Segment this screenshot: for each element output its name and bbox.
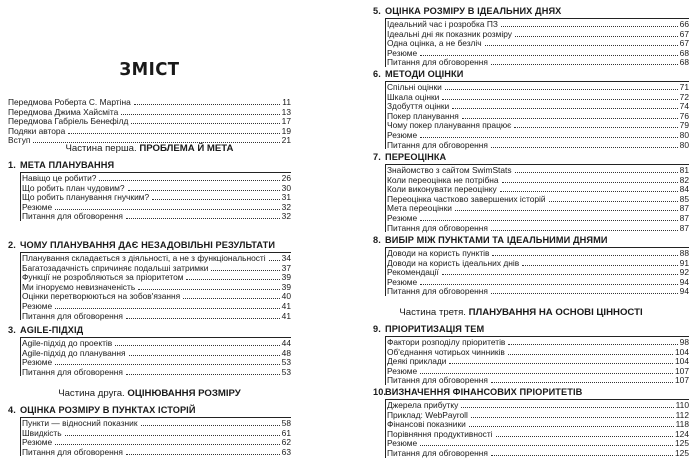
chapter-7-entry (387, 184, 689, 194)
chapter-7-heading (373, 152, 446, 163)
chapter-number: 4. (8, 405, 16, 415)
chapter-5-entry (387, 48, 689, 58)
entry-title: Питання для обговорення (22, 366, 123, 377)
chapter-10-entry (387, 429, 689, 439)
part-label: Частина друга. (58, 388, 128, 399)
page-number: 98 (679, 337, 689, 347)
page-number: 32 (281, 201, 291, 212)
chapter-4-entry (22, 447, 291, 457)
chapter-bracket (20, 337, 21, 377)
dot-leader (491, 293, 678, 294)
entry-title: Резюме (22, 437, 53, 448)
page-number: 84 (679, 184, 689, 195)
page-number: 63 (281, 446, 291, 457)
dot-leader (186, 279, 279, 280)
page-number: 87 (679, 203, 689, 214)
entry-title: Оцінки перетворюються на зобов'язання (22, 291, 181, 302)
chapter-2-entry (22, 272, 291, 282)
dot-leader (420, 55, 678, 56)
page-number: 11 (282, 97, 291, 107)
chapter-number: 5. (373, 6, 381, 16)
entry-title: Подяки автора (8, 125, 66, 136)
dot-leader (485, 45, 678, 46)
page-number: 30 (281, 182, 291, 193)
dot-leader (442, 99, 677, 100)
toc-title: ЗМІСТ (119, 59, 180, 80)
chapter-5-heading (373, 6, 561, 17)
entry-title: Резюме (22, 301, 53, 311)
chapter-4-entry (22, 418, 291, 428)
dot-leader (128, 190, 280, 191)
dot-leader (514, 127, 677, 128)
dot-leader (211, 270, 279, 271)
page-number: 26 (281, 173, 291, 183)
dot-leader (461, 407, 673, 408)
chapter-title: ВИЗНАЧЕННЯ ФІНАНСОВИХ ПРІОРИТЕТІВ (385, 387, 583, 397)
chapter-6-entry (387, 82, 689, 92)
dot-leader (522, 265, 677, 266)
page-number: 82 (679, 174, 689, 185)
dot-leader (55, 444, 280, 445)
entry-title: Деякі приклади (387, 356, 447, 367)
dot-leader (491, 147, 678, 148)
entry-title: Доводи на користь пунктів (387, 248, 490, 258)
chapter-bracket (20, 172, 21, 222)
chapter-number: 6. (373, 69, 381, 79)
page-number: 41 (281, 301, 291, 311)
chapter-title: ВИБІР МІЖ ПУНКТАМИ ТА ІДЕАЛЬНИМИ ДНЯМИ (385, 235, 608, 245)
chapter-title: ПЕРЕОЦІНКА (385, 152, 447, 162)
entry-title: Планування складається з діяльності, а не з функціональності (22, 253, 266, 263)
chapter-7-entry (387, 165, 689, 175)
page-number: 67 (679, 38, 689, 49)
chapter-9-heading (373, 324, 484, 335)
dot-leader (141, 425, 280, 426)
part-title: ПРОБЛЕМА Й МЕТА (139, 143, 234, 154)
dot-leader (152, 199, 280, 200)
entry-title: Об'єднання чотирьох чинників (387, 346, 505, 357)
dot-leader (183, 298, 280, 299)
page-number: 41 (281, 310, 291, 321)
part-label: Частина перша. (65, 143, 140, 154)
front-matter-entry (8, 107, 291, 117)
front-matter-entry (8, 126, 291, 136)
chapter-title: ЧОМУ ПЛАНУВАННЯ ДАЄ НЕЗАДОВІЛЬНІ РЕЗУЛЬТАТИ (20, 240, 276, 250)
chapter-7-entry (387, 223, 689, 233)
entry-title: Питання для обговорення (22, 310, 123, 321)
chapter-10-entry (387, 400, 689, 410)
chapter-2-entry (22, 253, 291, 263)
chapter-8-entry (387, 267, 689, 277)
chapter-1-entry (22, 192, 291, 202)
dot-leader (55, 209, 280, 210)
page-number: 67 (679, 28, 689, 39)
entry-title: Передмова Джима Хайсміта (8, 106, 119, 117)
part-label: Частина третя. (399, 307, 469, 318)
chapter-bracket (385, 164, 386, 233)
dot-leader (55, 364, 280, 365)
chapter-8-entry (387, 248, 689, 258)
dot-leader (420, 284, 678, 285)
chapter-5-entry (387, 57, 689, 67)
chapter-10-entry (387, 448, 689, 458)
page-number: 68 (679, 47, 689, 58)
entry-title: Чому покер планування працює (387, 120, 512, 131)
dot-leader (500, 191, 678, 192)
chapter-title: AGILE-ПІДХІД (20, 325, 84, 335)
dot-leader (491, 455, 673, 456)
page-number: 53 (281, 357, 291, 368)
dot-leader (420, 373, 673, 374)
chapter-4-entry (22, 437, 291, 447)
chapter-number: 1. (8, 160, 16, 170)
dot-leader (65, 435, 280, 436)
chapter-5-entry (387, 38, 689, 48)
page-number: 81 (679, 165, 689, 175)
page-number: 61 (281, 427, 291, 438)
entry-title: Agile-підхід до планування (22, 347, 126, 358)
chapter-number: 10. (373, 387, 387, 397)
chapter-6-entry (387, 130, 689, 140)
dot-leader (445, 89, 678, 90)
page-number: 32 (281, 211, 291, 222)
entry-title: Резюме (387, 438, 418, 449)
page-number: 107 (675, 365, 689, 376)
page-number: 48 (281, 347, 291, 358)
chapter-9-entry (387, 347, 689, 357)
page-number: 66 (679, 19, 689, 29)
dot-leader (502, 182, 678, 183)
page-number: 39 (281, 281, 291, 292)
entry-title: Agile-підхід до проектів (22, 338, 113, 348)
entry-title: Що робить планування гнучким? (22, 192, 150, 203)
entry-title: Швидкість (22, 427, 62, 438)
chapter-9-entry (387, 337, 689, 347)
part-three-heading (353, 307, 689, 319)
page-number: 88 (679, 248, 689, 258)
dot-leader (508, 344, 677, 345)
chapter-number: 3. (8, 325, 16, 335)
entry-title: Мета переоцінки (387, 203, 452, 214)
chapter-title: ОЦІНКА РОЗМІРУ В ІДЕАЛЬНИХ ДНЯХ (385, 6, 562, 16)
entry-title: Спільні оцінки (387, 82, 442, 92)
dot-leader (131, 123, 279, 124)
chapter-1-entry (22, 173, 291, 183)
chapter-10-heading (373, 387, 582, 398)
page-number: 85 (679, 193, 689, 204)
chapter-7-entry (387, 213, 689, 223)
part-title: ПЛАНУВАННЯ НА ОСНОВІ ЦІННОСТІ (468, 307, 643, 318)
page-number: 34 (281, 253, 291, 263)
entry-title: Питання для обговорення (387, 448, 488, 458)
page-number: 94 (679, 286, 689, 297)
page-number: 17 (281, 116, 291, 127)
part-two-heading (8, 388, 291, 400)
dot-leader (55, 308, 280, 309)
chapter-2-entry (22, 263, 291, 273)
chapter-9-entry (387, 356, 689, 366)
page-number: 87 (679, 213, 689, 223)
page-number: 87 (679, 222, 689, 233)
chapter-bracket (385, 81, 386, 150)
page-number: 124 (675, 428, 689, 439)
page-number: 92 (679, 267, 689, 278)
dot-leader (126, 218, 280, 219)
chapter-bracket (385, 399, 386, 458)
page-number: 107 (675, 375, 689, 386)
dot-leader (452, 108, 677, 109)
dot-leader (492, 255, 677, 256)
page-number: 91 (679, 257, 689, 268)
chapter-bracket (385, 18, 386, 68)
dot-leader (469, 426, 674, 427)
chapter-2-heading (8, 240, 275, 251)
entry-title: Рекомендації (387, 267, 439, 278)
page-number: 13 (281, 106, 291, 117)
dot-leader (449, 363, 673, 364)
chapter-bracket (385, 247, 386, 297)
chapter-7-entry (387, 203, 689, 213)
entry-title: Фінансові показники (387, 419, 466, 430)
chapter-8-entry (387, 277, 689, 287)
chapter-3-entry (22, 338, 291, 348)
dot-leader (68, 133, 279, 134)
entry-title: Питання для обговорення (387, 139, 488, 150)
dot-leader (491, 64, 678, 65)
entry-title: Доводи на користь ідеальних днів (387, 257, 520, 268)
entry-title: Резюме (22, 201, 53, 212)
page-number: 71 (679, 82, 689, 92)
page-number: 79 (679, 120, 689, 131)
dot-leader (515, 36, 678, 37)
chapter-6-entry (387, 120, 689, 130)
page-number: 39 (281, 272, 291, 283)
entry-title: Питання для обговорення (22, 446, 123, 457)
page-number: 80 (679, 139, 689, 150)
page-number: 44 (281, 338, 291, 348)
chapter-7-entry (387, 175, 689, 185)
page-number: 104 (675, 356, 689, 367)
dot-leader (126, 454, 280, 455)
page-number: 74 (679, 101, 689, 112)
entry-title: Що робить план чудовим? (22, 182, 125, 193)
chapter-9-entry (387, 366, 689, 376)
dot-leader (455, 210, 678, 211)
entry-title: Питання для обговорення (387, 375, 488, 386)
entry-title: Резюме (387, 213, 418, 223)
entry-title: Передмова Габріель Бенефілд (8, 116, 129, 127)
dot-leader (269, 260, 280, 261)
entry-title: Вступ (8, 135, 31, 146)
chapter-6-entry (387, 140, 689, 150)
entry-title: Резюме (387, 365, 418, 376)
page-number: 62 (281, 437, 291, 448)
entry-title: Передмова Роберта С. Мартіна (8, 97, 131, 107)
dot-leader (471, 417, 674, 418)
entry-title: Резюме (387, 47, 418, 58)
chapter-1-heading (8, 160, 114, 171)
page-number: 118 (675, 419, 689, 430)
dot-leader (138, 289, 279, 290)
chapter-3-entry (22, 348, 291, 358)
chapter-3-heading (8, 325, 83, 336)
dot-leader (420, 445, 673, 446)
chapter-6-entry (387, 92, 689, 102)
entry-title: Резюме (22, 357, 53, 368)
entry-title: Коли виконувати переоцінку (387, 184, 497, 195)
entry-title: Шкала оцінки (387, 91, 440, 102)
page-number: 104 (675, 346, 689, 357)
page-number: 110 (675, 400, 689, 410)
chapter-2-entry (22, 301, 291, 311)
page-number: 21 (281, 135, 291, 146)
entry-title: Питання для обговорення (387, 222, 488, 233)
dot-leader (491, 382, 673, 383)
chapter-number: 2. (8, 240, 16, 250)
entry-title: Коли переоцінка не потрібна (387, 174, 499, 185)
entry-title: Питання для обговорення (387, 286, 488, 297)
entry-title: Навіщо це робити? (22, 173, 97, 183)
part-title: ОЦІНЮВАННЯ РОЗМІРУ (127, 388, 241, 399)
dot-leader (126, 318, 280, 319)
chapter-bracket (20, 417, 21, 457)
chapter-1-entry (22, 202, 291, 212)
dot-leader (129, 355, 280, 356)
dot-leader (491, 230, 678, 231)
page-number: 125 (675, 448, 689, 458)
chapter-number: 7. (373, 152, 381, 162)
chapter-number: 9. (373, 324, 381, 334)
dot-leader (501, 26, 678, 27)
chapter-10-entry (387, 438, 689, 448)
chapter-title: ОЦІНКА РОЗМІРУ В ПУНКТАХ ІСТОРІЙ (20, 405, 196, 415)
dot-leader (115, 345, 279, 346)
entry-title: Здобуття оцінки (387, 101, 450, 112)
chapter-4-heading (8, 405, 196, 416)
entry-title: Фактори розподілу пріоритетів (387, 337, 506, 347)
chapter-6-entry (387, 101, 689, 111)
chapter-6-entry (387, 111, 689, 121)
page-number: 125 (675, 438, 689, 449)
chapter-2-entry (22, 282, 291, 292)
dot-leader (420, 220, 678, 221)
dot-leader (496, 436, 673, 437)
front-matter-entry (8, 97, 291, 107)
front-matter-entry (8, 116, 291, 126)
chapter-1-entry (22, 183, 291, 193)
page-number: 40 (281, 291, 291, 302)
chapter-8-entry (387, 258, 689, 268)
chapter-3-entry (22, 367, 291, 377)
chapter-10-entry (387, 419, 689, 429)
chapter-4-entry (22, 428, 291, 438)
chapter-3-entry (22, 357, 291, 367)
part-one-heading (8, 143, 291, 155)
entry-title: Ідеальний час і розробка ПЗ (387, 19, 498, 29)
chapter-bracket (385, 336, 386, 386)
chapter-5-entry (387, 29, 689, 39)
chapter-title: ПРІОРИТИЗАЦІЯ ТЕМ (385, 324, 485, 334)
dot-leader (121, 114, 279, 115)
entry-title: Ідеальні дні як показник розміру (387, 28, 512, 39)
entry-title: Питання для обговорення (387, 57, 488, 68)
dot-leader (126, 374, 280, 375)
entry-title: Переоцінка частково завершених історій (387, 193, 546, 204)
chapter-bracket (20, 252, 21, 321)
page-number: 94 (679, 276, 689, 287)
chapter-8-heading (373, 235, 608, 246)
page-number: 37 (281, 262, 291, 273)
entry-title: Покер планування (387, 110, 459, 121)
entry-title: Порівняння продуктивності (387, 428, 493, 439)
chapter-title: МЕТОДИ ОЦІНКИ (385, 69, 464, 79)
chapter-8-entry (387, 286, 689, 296)
dot-leader (549, 201, 678, 202)
dot-leader (515, 172, 678, 173)
page-number: 68 (679, 57, 689, 68)
dot-leader (420, 137, 678, 138)
chapter-9-entry (387, 375, 689, 385)
page-number: 58 (281, 418, 291, 428)
entry-title: Питання для обговорення (22, 211, 123, 222)
entry-title: Приклад: WebPayroll (387, 409, 468, 420)
chapter-2-entry (22, 291, 291, 301)
entry-title: Джерела прибутку (387, 400, 459, 410)
page-number: 19 (281, 125, 291, 136)
entry-title: Ми ігноруємо невизначеність (22, 281, 136, 292)
chapter-1-entry (22, 211, 291, 221)
entry-title: Пункти — відносний показник (22, 418, 138, 428)
page-number: 80 (679, 130, 689, 140)
chapter-7-entry (387, 194, 689, 204)
entry-title: Багатозадачність спричиняє подальші затримки (22, 262, 209, 273)
chapter-5-entry (387, 19, 689, 29)
page-number: 76 (679, 110, 689, 121)
chapter-title: МЕТА ПЛАНУВАННЯ (20, 160, 115, 170)
dot-leader (134, 104, 281, 105)
chapter-number: 8. (373, 235, 381, 245)
chapter-6-heading (373, 69, 463, 80)
page-number: 53 (281, 366, 291, 377)
dot-leader (508, 354, 673, 355)
page-number: 31 (281, 192, 291, 203)
page-number: 72 (679, 91, 689, 102)
page-number: 112 (675, 409, 689, 420)
entry-title: Резюме (387, 130, 418, 140)
dot-leader (99, 180, 279, 181)
chapter-10-entry (387, 410, 689, 420)
dot-leader (462, 118, 678, 119)
entry-title: Знайомство з сайтом SwimStats (387, 165, 512, 175)
chapter-2-entry (22, 311, 291, 321)
entry-title: Функції не розробляються за пріоритетом (22, 272, 184, 283)
entry-title: Одна оцінка, а не безліч (387, 38, 482, 49)
dot-leader (442, 274, 678, 275)
entry-title: Резюме (387, 276, 418, 287)
